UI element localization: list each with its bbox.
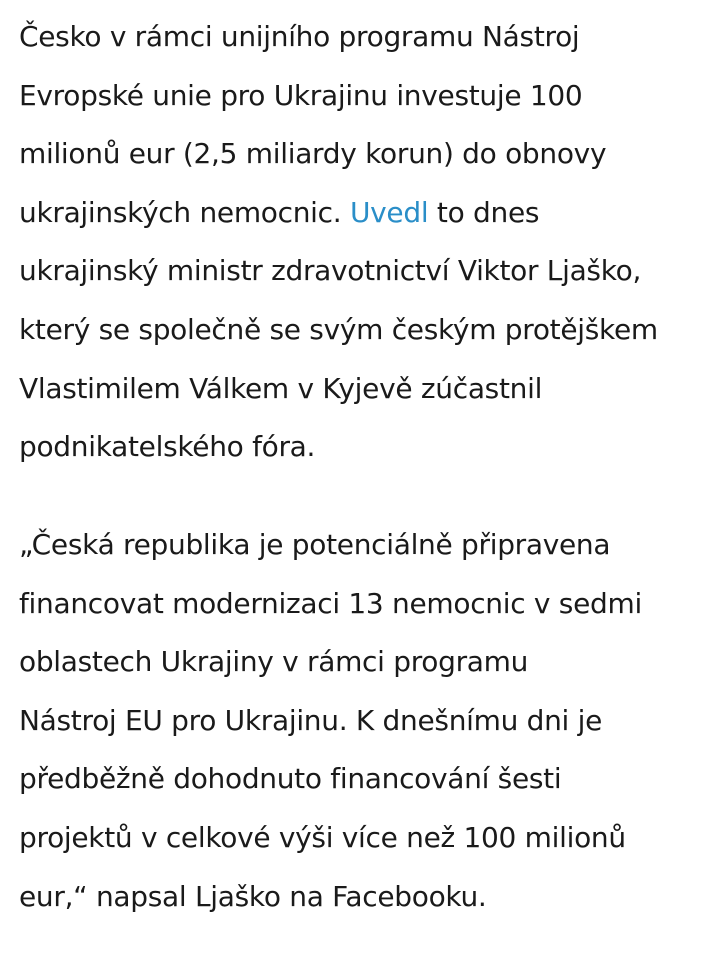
text-line: oblastech Ukrajiny v rámci programu: [19, 645, 529, 679]
text-line: Vlastimilem Válkem v Kyjevě zúčastnil: [19, 371, 543, 405]
text-line: Evropské unie pro Ukrajinu investuje 100: [19, 78, 583, 112]
text-line: Česko v rámci unijního programu Nástroj: [19, 20, 580, 53]
uvedl-link[interactable]: Uvedl: [349, 195, 429, 229]
text-line: financovat modernizaci 13 nemocnic v sedmi: [19, 586, 642, 620]
text-line: projektů v celkové výši více než 100 milionů: [19, 820, 626, 854]
paragraph-2-quote: [19, 516, 642, 926]
text-line: podnikatelského fóra.: [19, 430, 316, 464]
text-line-with-link: [19, 184, 658, 243]
paragraph-1: [19, 8, 658, 477]
text-segment: ukrajinských nemocnic.: [19, 195, 350, 229]
text-segment: to dnes: [428, 195, 540, 229]
text-line: Nástroj EU pro Ukrajinu. K dnešnímu dni je: [19, 703, 603, 737]
text-line: „Česká republika je potenciálně připravena: [19, 528, 611, 561]
text-line: předběžně dohodnuto financování šesti: [19, 762, 562, 796]
text-line: ukrajinský ministr zdravotnictví Viktor Ljaško,: [19, 254, 642, 288]
text-line: milionů eur (2,5 miliardy korun) do obnovy: [19, 137, 607, 171]
text-line: který se společně se svým českým protějškem: [19, 312, 658, 346]
text-line: eur,“ napsal Ljaško na Facebooku.: [19, 879, 487, 913]
